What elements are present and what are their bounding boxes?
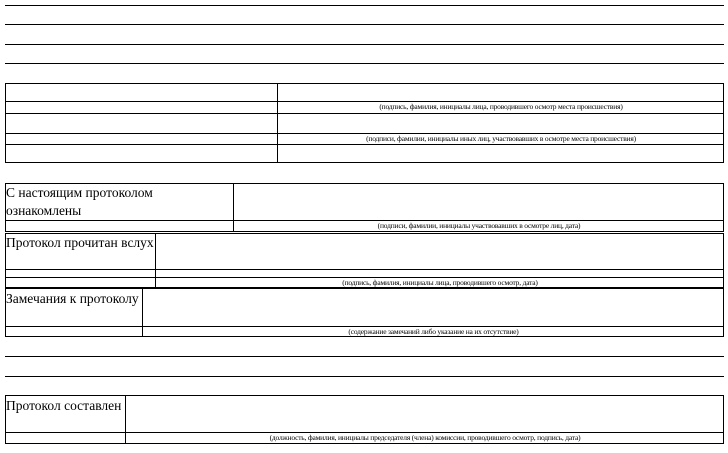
blank-line [5, 44, 724, 45]
remarks-content-caption: (содержание замечаний либо указание на их отсутствие) [348, 327, 519, 336]
table-divider [277, 83, 278, 163]
read-aloud-label: Протокол прочитан вслух [6, 235, 154, 250]
row-line [5, 269, 724, 270]
row-line [5, 113, 724, 114]
row-line [5, 144, 724, 145]
blank-line [5, 5, 724, 6]
blank-line [5, 63, 724, 64]
participants-signature-caption: (подписи, фамилии, инициалы иных лиц, участвовавших в осмотре места происшествия) [366, 134, 636, 143]
read-aloud-signature-caption: (подпись, фамилия, инициалы лица, проводившего осмотр, дата) [342, 278, 538, 287]
blank-line [5, 356, 724, 357]
blank-line [5, 24, 724, 25]
compiled-label: Протокол составлен [6, 398, 122, 413]
remarks-label: Замечания к протоколу [6, 291, 139, 306]
signatures-table [5, 83, 724, 163]
blank-line [5, 376, 724, 377]
compiled-signature-caption: (должность, фамилия, инициалы председателя (члена) комиссии, проводившего осмотр, подпись, дата) [269, 433, 581, 442]
acquainted-label: С настоящим протоколом ознакомлены [6, 185, 153, 218]
acquainted-signature-caption: (подписи, фамилии, инициалы участвовавших в осмотре лиц, дата) [377, 221, 581, 230]
inspector-signature-caption: (подпись, фамилия, инициалы лица, проводившего осмотр места происшествия) [379, 102, 623, 111]
